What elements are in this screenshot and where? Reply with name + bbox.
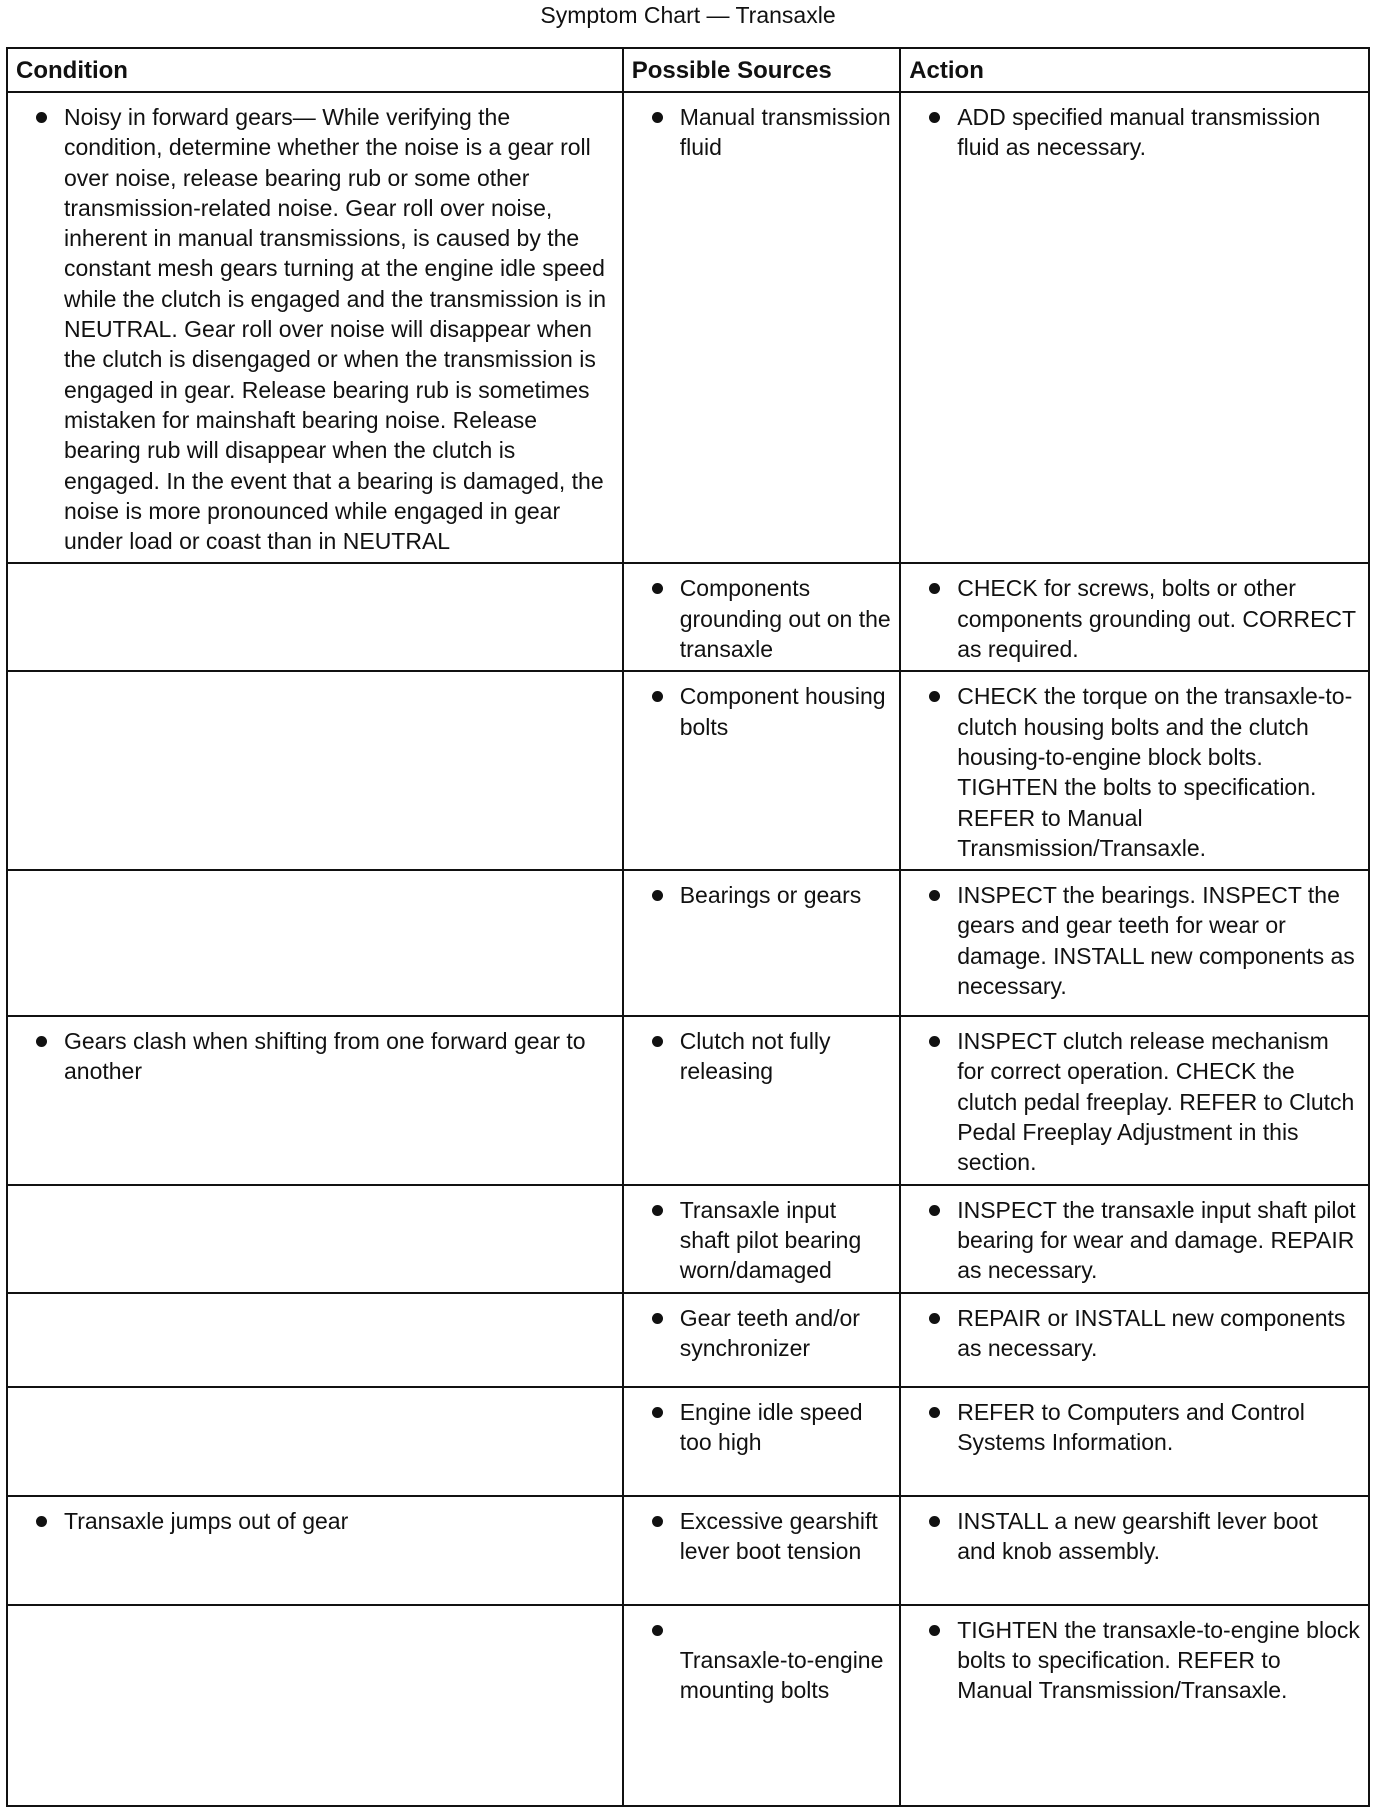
condition-cell <box>7 1185 623 1293</box>
column-header-condition: Condition <box>7 48 623 92</box>
action-cell <box>900 1016 1369 1184</box>
action-text: INSTALL a new gearshift lever boot and knob assembly. <box>909 1506 1360 1567</box>
source-cell <box>623 671 901 870</box>
table-row <box>7 1496 1369 1605</box>
condition-text: Transaxle jumps out of gear <box>16 1506 614 1536</box>
table-row <box>7 870 1369 1016</box>
action-cell <box>900 671 1369 870</box>
source-text: Transaxle input shaft pilot bearing worn/damaged <box>632 1195 892 1286</box>
action-text: REFER to Computers and Control Systems Information. <box>909 1397 1360 1458</box>
action-text: ADD specified manual transmission fluid as necessary. <box>909 102 1360 163</box>
table-row <box>7 563 1369 671</box>
action-text: INSPECT the bearings. INSPECT the gears and gear teeth for wear or damage. INSTALL new components as necessary. <box>909 880 1360 1001</box>
action-text: CHECK the torque on the transaxle-to-clutch housing bolts and the clutch housing-to-engine block bolts. TIGHTEN the bolts to specification. REFER to Manual Transmission/Transaxle. <box>909 681 1360 863</box>
source-text: Transaxle-to-engine mounting bolts <box>632 1615 892 1706</box>
source-cell <box>623 563 901 671</box>
symptom-chart-table <box>6 47 1370 1807</box>
source-text: Manual transmission fluid <box>632 102 892 163</box>
condition-cell <box>7 1293 623 1387</box>
source-cell <box>623 1605 901 1807</box>
page-title: Symptom Chart — Transaxle <box>540 2 836 28</box>
condition-cell <box>7 1016 623 1184</box>
condition-cell <box>7 563 623 671</box>
column-header-action: Action <box>900 48 1369 92</box>
action-cell <box>900 563 1369 671</box>
action-cell <box>900 1387 1369 1496</box>
action-cell <box>900 870 1369 1016</box>
column-header-possible-sources: Possible Sources <box>623 48 901 92</box>
table-row <box>7 92 1369 563</box>
condition-cell <box>7 671 623 870</box>
source-cell <box>623 1185 901 1293</box>
source-cell <box>623 92 901 563</box>
condition-text: Gears clash when shifting from one forward gear to another <box>16 1026 614 1087</box>
action-text: INSPECT the transaxle input shaft pilot bearing for wear and damage. REPAIR as necessary. <box>909 1195 1360 1286</box>
source-cell <box>623 1496 901 1605</box>
source-text: Components grounding out on the transaxle <box>632 573 892 664</box>
source-cell <box>623 1387 901 1496</box>
table-row <box>7 1605 1369 1807</box>
action-cell <box>900 1605 1369 1807</box>
table-row <box>7 671 1369 870</box>
source-cell <box>623 870 901 1016</box>
condition-text: Noisy in forward gears— While verifying the condition, determine whether the noise is a gear roll over noise, release bearing rub or some other transmission-related noise. Gear roll over noise, inherent in manual transmissions, is caused by the constant mesh gears turning at the engine idle speed while the clutch is engaged and the transmission is in NEUTRAL. Gear roll over noise will disappear when the clutch is disengaged or when the transmission is engaged in gear. Release bearing rub is sometimes mistaken for mainshaft bearing noise. Release bearing rub will disappear when the clutch is engaged. In the event that a bearing is damaged, the noise is more pronounced while engaged in gear under load or coast than in NEUTRAL <box>16 102 614 556</box>
source-cell <box>623 1293 901 1387</box>
action-text: REPAIR or INSTALL new components as necessary. <box>909 1303 1360 1364</box>
action-cell <box>900 1185 1369 1293</box>
source-text: Excessive gearshift lever boot tension <box>632 1506 892 1567</box>
source-text: Component housing bolts <box>632 681 892 742</box>
table-row <box>7 1293 1369 1387</box>
action-text: INSPECT clutch release mechanism for correct operation. CHECK the clutch pedal freeplay. REFER to Clutch Pedal Freeplay Adjustment in this section. <box>909 1026 1360 1177</box>
condition-cell <box>7 1496 623 1605</box>
condition-cell <box>7 1605 623 1807</box>
header-row <box>7 48 1369 92</box>
action-cell <box>900 1496 1369 1605</box>
action-cell <box>900 92 1369 563</box>
action-cell <box>900 1293 1369 1387</box>
table-row <box>7 1016 1369 1184</box>
condition-cell <box>7 870 623 1016</box>
source-text: Bearings or gears <box>632 880 892 910</box>
source-text: Gear teeth and/or synchronizer <box>632 1303 892 1364</box>
source-text: Clutch not fully releasing <box>632 1026 892 1087</box>
table-row <box>7 1387 1369 1496</box>
condition-cell <box>7 92 623 563</box>
condition-cell <box>7 1387 623 1496</box>
action-text: CHECK for screws, bolts or other components grounding out. CORRECT as required. <box>909 573 1360 664</box>
source-cell <box>623 1016 901 1184</box>
table-row <box>7 1185 1369 1293</box>
action-text: TIGHTEN the transaxle-to-engine block bolts to specification. REFER to Manual Transmission/Transaxle. <box>909 1615 1360 1706</box>
source-text: Engine idle speed too high <box>632 1397 892 1458</box>
